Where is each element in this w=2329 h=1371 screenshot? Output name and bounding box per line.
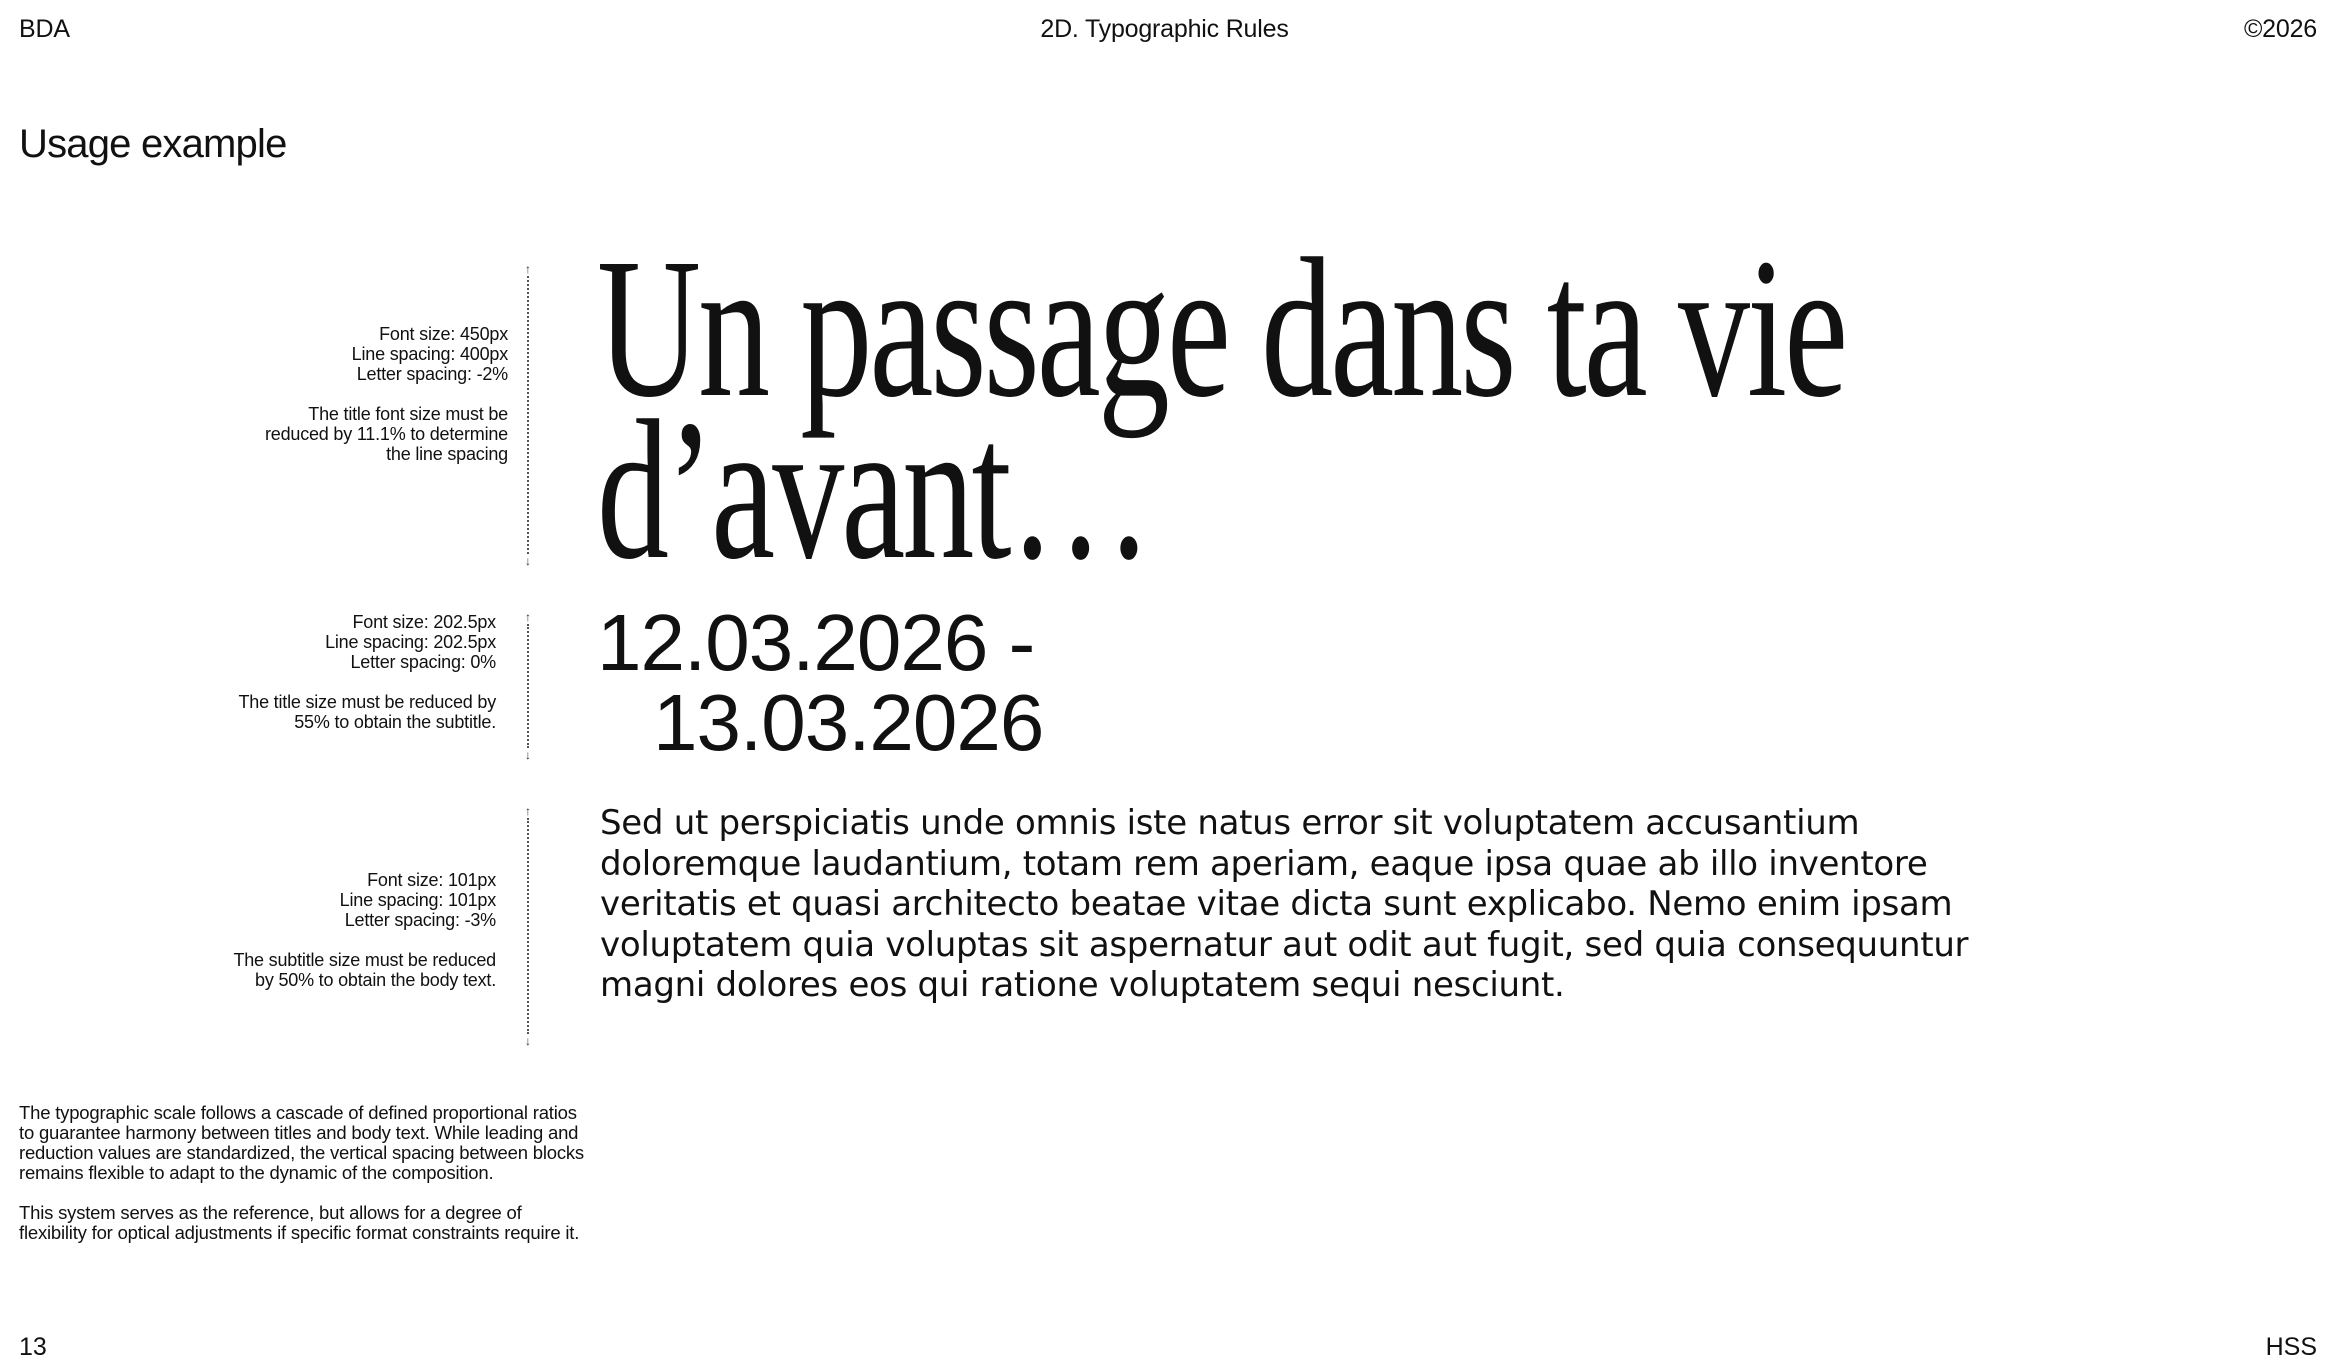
specimen-body-text: Sed ut perspiciatis unde omnis iste natus error sit voluptatem accusantium doloremque laudantium, totam rem aperiam, eaque ipsa quae ab illo inventore veritatis et quasi architecto beatae vitae dicta sunt explicabo. Nemo enim ipsam voluptatem quia voluptas sit aspernatur aut odit aut fugit, sed quia consequuntur magni dolores eos qui ratione voluptatem sequi nesciunt. (600, 803, 1969, 1005)
subtitle-line: 13.03.2026 (653, 678, 1044, 767)
rule-line: reduced by 11.1% to determine (264, 424, 508, 444)
specimen-subtitle (597, 598, 1044, 767)
title-line: d’avant… (597, 380, 1150, 601)
spec-line: Letter spacing: 0% (350, 652, 496, 672)
arrow-up-icon: ↑ (525, 262, 531, 276)
rule-line: The title size must be reduced by (238, 692, 496, 712)
body-measure-line (522, 804, 534, 1048)
subtitle-annotation (0, 612, 496, 732)
rule-line: The title font size must be (308, 404, 508, 424)
title-spec-note (0, 324, 508, 464)
page-number: 13 (19, 1333, 47, 1361)
title-measure-line (522, 262, 534, 568)
body-spec-note (0, 870, 496, 990)
subtitle-spec-note (0, 612, 496, 732)
rule-line: the line spacing (386, 444, 508, 464)
scale-description (19, 1103, 589, 1263)
subtitle-line: 12.03.2026 - (597, 598, 1035, 687)
spec-line: Letter spacing: -3% (344, 910, 496, 930)
arrow-up-icon: ↑ (525, 610, 531, 624)
subtitle-measure-line (522, 610, 534, 762)
arrow-down-icon: ↓ (525, 748, 531, 762)
spec-line: Font size: 202.5px (352, 612, 496, 632)
header-brand: BDA (19, 15, 70, 43)
spec-line: Line spacing: 202.5px (325, 632, 496, 652)
arrow-down-icon: ↓ (525, 1034, 531, 1048)
header-chapter-title: 2D. Typographic Rules (1040, 15, 1289, 43)
spec-line: Line spacing: 101px (339, 890, 496, 910)
footer-brand: HSS (2265, 1333, 2317, 1361)
arrow-down-icon: ↓ (525, 554, 531, 568)
spec-line: Font size: 101px (367, 870, 496, 890)
scale-paragraph: This system serves as the reference, but allows for a degree of flexibility for optical adjustments if specific format constraints require it. (19, 1202, 580, 1243)
spec-line: Line spacing: 400px (351, 344, 508, 364)
title-annotation (0, 324, 508, 464)
body-annotation (0, 870, 496, 990)
rule-line: by 50% to obtain the body text. (255, 970, 496, 990)
arrow-up-icon: ↑ (525, 804, 531, 818)
header-copyright: ©2026 (2243, 15, 2317, 43)
rule-line: The subtitle size must be reduced (233, 950, 496, 970)
specimen-title (597, 218, 1846, 601)
rule-line: 55% to obtain the subtitle. (294, 712, 496, 732)
spec-line: Letter spacing: -2% (356, 364, 508, 384)
section-title: Usage example (19, 122, 287, 166)
title-line: Un passage dans ta vie (597, 218, 1846, 439)
scale-paragraph: The typographic scale follows a cascade of defined proportional ratios to guarantee harmony between titles and body text. While leading and reduction values are standardized, the vertical spacing between blocks remains flexible to adapt to the dynamic of the composition. (19, 1102, 584, 1183)
spec-line: Font size: 450px (379, 324, 508, 344)
